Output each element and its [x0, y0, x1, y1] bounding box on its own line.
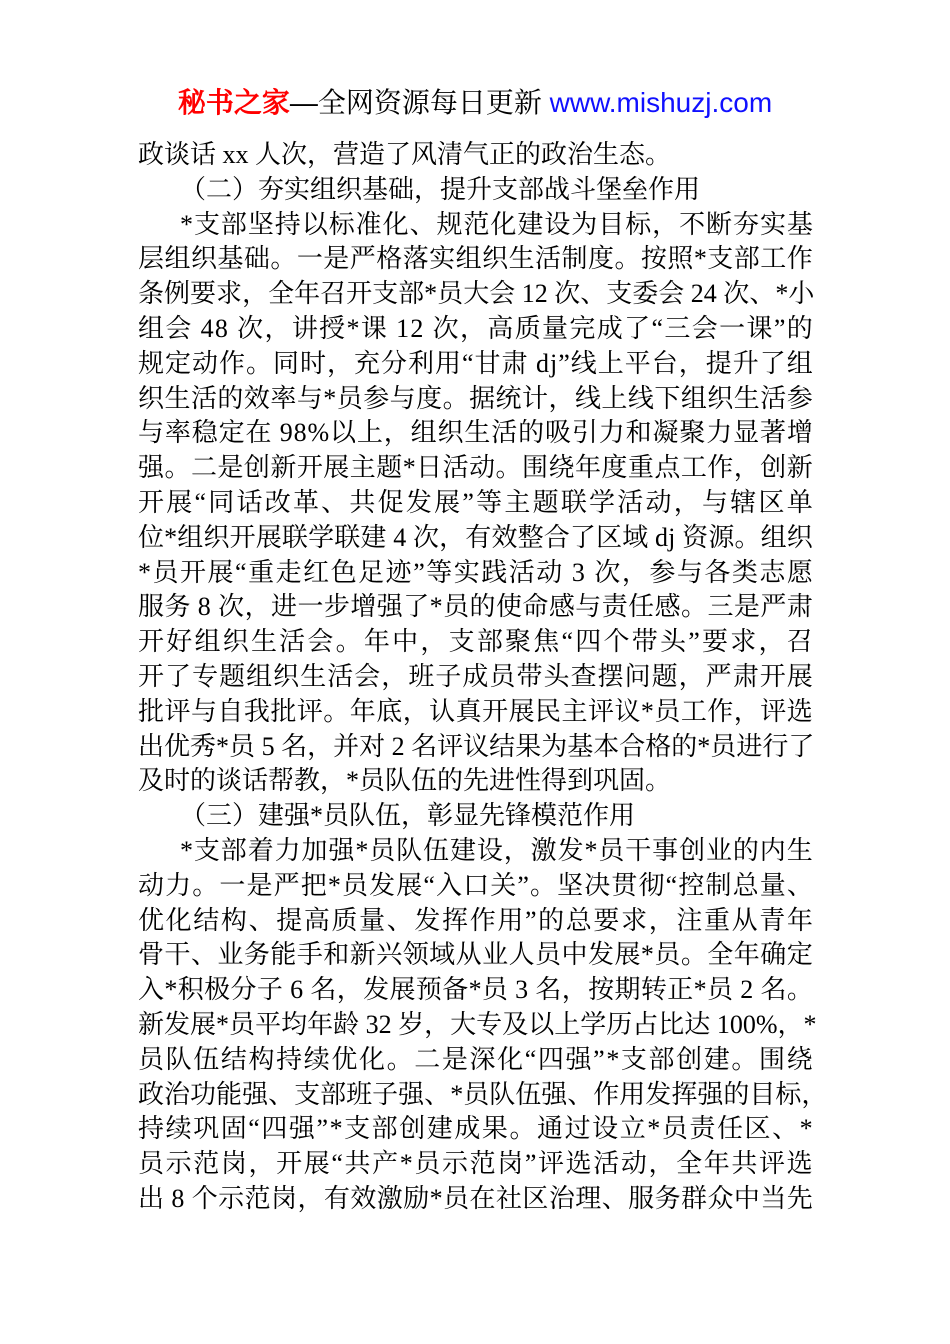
text-line: 织 生 活 的 效 率 与 * 员 参 与 度 。 据 统 计 ， 线 上 线 下 组 织 生 活 参	[138, 383, 813, 413]
text-line: 出 8 个 示 范 岗 ， 有 效 激 励 * 员 在 社 区 治 理 、 服 务 群 众 中 当 先	[138, 1183, 813, 1213]
text-line: （二）夯实组织基础，提升支部战斗堡垒作用	[180, 174, 701, 204]
text-line: 政谈话 xx 人次，营造了风清气正的政治生态。	[138, 140, 672, 169]
text-line: 条 例 要 求 ， 全 年 召 开 支 部 * 员 大 会 1 2 次 、 支 委 会 2 4 次 、 * 小	[138, 279, 815, 309]
text-line: 入 * 积 极 分 子 6 名 ， 发 展 预 备 * 员 3 名 ， 按 期 转 正 * 员 2 名 。	[138, 975, 813, 1005]
text-line: 与 率 稳 定 在 9 8 % 以 上 ， 组 织 生 活 的 吸 引 力 和 凝 聚 力 显 著 增	[138, 418, 813, 448]
text-line: 动 力 。 一 是 严 把 * 员 发 展 “ 入 口 关 ” 。 坚 决 贯 彻 “ 控 制 总 量 、	[138, 870, 813, 900]
document-body	[138, 138, 828, 1217]
text-line: 员 队 伍 结 构 持 续 优 化 。 二 是 深 化 “ 四 强 ” * 支 部 创 建 。 围 绕	[138, 1044, 813, 1074]
text-line: （三）建强*员队伍，彰显先锋模范作用	[180, 801, 636, 831]
text-line: 出 优 秀 * 员 5 名 ， 并 对 2 名 评 议 结 果 为 基 本 合 格 的 * 员 进 行 了	[138, 731, 815, 761]
text-line: 持 续 巩 固 “ 四 强 ” * 支 部 创 建 成 果 。 通 过 设 立 * 员 责 任 区 、 *	[138, 1114, 813, 1144]
text-line: 骨 干 、 业 务 能 手 和 新 兴 领 域 从 业 人 员 中 发 展 * 员 。 全 年 确 定	[138, 940, 813, 970]
text-line: 服 务 8 次 ， 进 一 步 增 强 了 * 员 的 使 命 感 与 责 任 感 。 三 是 严 肃	[138, 592, 813, 622]
text-line: 位 * 组 织 开 展 联 学 联 建 4 次 ， 有 效 整 合 了 区 域 d j 资 源 。 组 织	[138, 522, 813, 552]
text-line: * 支 部 着 力 加 强 * 员 队 伍 建 设 ， 激 发 * 员 干 事 创 业 的 内 生	[180, 835, 813, 865]
site-header	[0, 86, 950, 120]
text-line: 层 组 织 基 础 。 一 是 严 格 落 实 组 织 生 活 制 度 。 按 照 * 支 部 工 作	[138, 244, 813, 274]
text-line: 规 定 动 作 。 同 时 ， 充 分 利 用 “ 甘 肃 d j ” 线 上 平 台 ， 提 升 了 组	[138, 348, 813, 378]
text-line: 强 。 二 是 创 新 开 展 主 题 * 日 活 动 。 围 绕 年 度 重 点 工 作 ， 创 新	[138, 453, 813, 483]
text-line: 优 化 结 构 、 提 高 质 量 、 发 挥 作 用 ” 的 总 要 求 ， 注 重 从 青 年	[138, 905, 813, 935]
site-url-link[interactable]: www.mishuzj.com	[549, 87, 773, 118]
site-brand: 秘书之家	[177, 87, 290, 118]
text-line: 批 评 与 自 我 批 评 。 年 底 ， 认 真 开 展 民 主 评 议 * 员 工 作 ， 评 选	[138, 696, 813, 726]
text-line: 组 会 4 8 次 ， 讲 授 * 课 1 2 次 ， 高 质 量 完 成 了 “ 三 会 一 课 ” 的	[138, 313, 813, 343]
text-line: 政 治 功 能 强 、 支 部 班 子 强 、 * 员 队 伍 强 、 作 用 发 挥 强 的 目 标 ，	[138, 1079, 828, 1109]
text-line: 新 发 展 * 员 平 均 年 龄 3 2 岁 ， 大 专 及 以 上 学 历 占 比 达 1 0 0 % ， *	[138, 1009, 817, 1039]
text-line: 及时的谈话帮教，*员队伍的先进性得到巩固。	[138, 766, 672, 796]
text-line: 开 展 “ 同 话 改 革 、 共 促 发 展 ” 等 主 题 联 学 活 动 ， 与 辖 区 单	[138, 487, 813, 517]
text-line: * 员 开 展 “ 重 走 红 色 足 迹 ” 等 实 践 活 动 3 次 ， 参 与 各 类 志 愿	[138, 557, 813, 587]
text-line: 开 好 组 织 生 活 会 。 年 中 ， 支 部 聚 焦 “ 四 个 带 头 ” 要 求 ， 召	[138, 627, 813, 657]
site-tagline: —全网资源每日更新	[289, 87, 550, 118]
text-line: 开 了 专 题 组 织 生 活 会 ， 班 子 成 员 带 头 查 摆 问 题 ， 严 肃 开 展	[138, 661, 813, 691]
text-line: 员 示 范 岗 ， 开 展 “ 共 产 * 员 示 范 岗 ” 评 选 活 动 ， 全 年 共 评 选	[138, 1149, 813, 1179]
text-line: * 支 部 坚 持 以 标 准 化 、 规 范 化 建 设 为 目 标 ， 不 断 夯 实 基	[180, 209, 813, 239]
